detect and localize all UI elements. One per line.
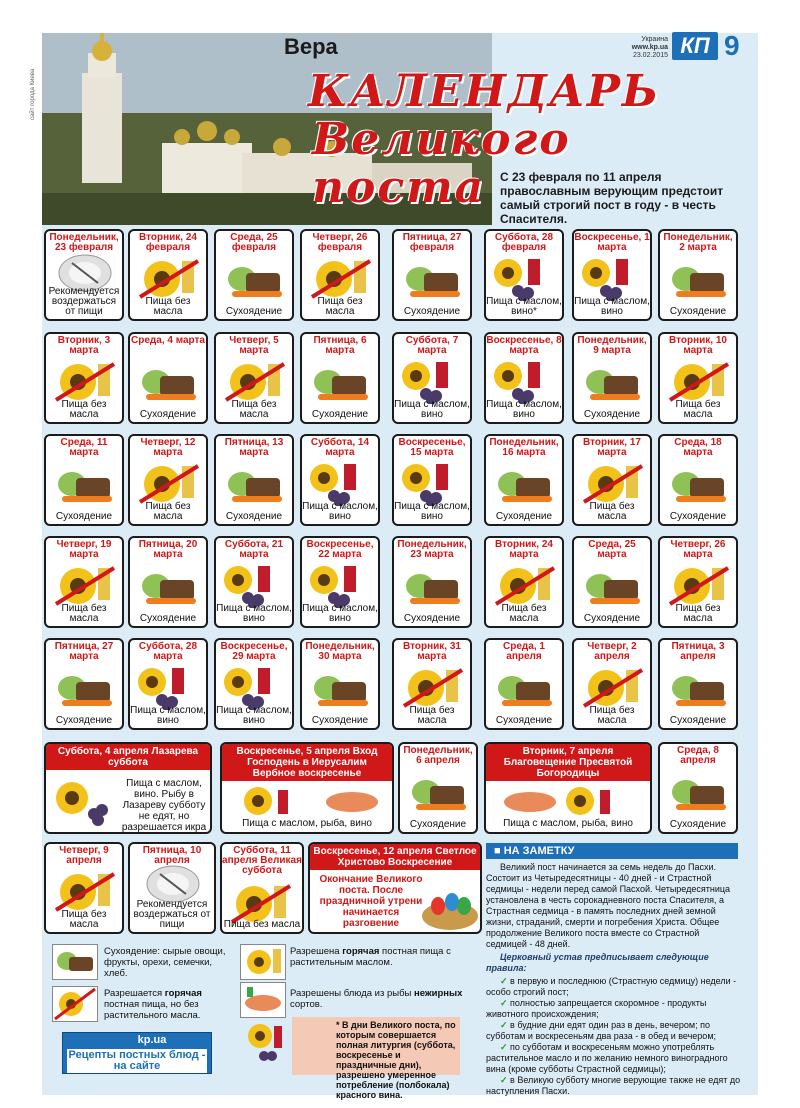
sunflower-wine-grapes-icon <box>492 360 558 404</box>
day-caption: Сухоядение <box>669 306 727 317</box>
day-caption: Сухоядение <box>139 613 197 624</box>
day-caption: Пища с маслом, вино <box>302 501 378 522</box>
note-paragraph: Великий пост начинается за семь недель до Пасхи. Состоит из Четыредесятницы - 40 дней - и Страстной седмицы - недели перед самой Пасхой. Четыредесятница установлена в честь сорокадневного поста Спасителя, а Страстная седмица - в память последних дней земной жизни, страданий, смерти и погребения Христа. Общее продолжение Великого поста вместе со Страстной седмицей - 48 дней. <box>486 862 731 949</box>
day-6-april-date: Понедельник, 6 апреля <box>403 745 473 766</box>
day-date: Пятница, 27 марта <box>54 641 114 662</box>
day-4-april <box>44 742 212 834</box>
sunflower-wine-grapes-icon <box>308 564 374 608</box>
crossed-oil-icon <box>666 360 732 404</box>
day-caption: Пища без масла <box>675 603 721 624</box>
day-10-april-date: Пятница, 10 апреля <box>142 845 202 866</box>
day-date: Понедельник, 23 марта <box>397 539 467 560</box>
day-caption: Сухоядение <box>225 306 283 317</box>
day-caption: Пища с маслом, вино <box>216 705 292 726</box>
day-cell <box>392 638 472 730</box>
day-caption: Пища с маслом, вино <box>394 399 470 420</box>
day-caption: Сухоядение <box>139 409 197 420</box>
day-7-april-caption: Пища с маслом, рыба, вино <box>503 818 633 829</box>
bread-cabbage-icon <box>308 666 374 710</box>
note-body <box>486 862 742 1097</box>
day-date: Суббота, 28 февраля <box>494 232 554 253</box>
day-cell <box>572 434 652 526</box>
day-cell <box>214 229 294 321</box>
day-caption: Пища с маслом, вино <box>394 501 470 522</box>
kp-link-text[interactable]: Рецепты постных блюд - на сайте <box>68 1049 206 1072</box>
crossed-oil-icon <box>666 564 732 608</box>
issue-date: 23.02.2015 <box>632 52 668 59</box>
day-12-april-text: Окончание Великого поста. После праздничной утрени начинается разговение <box>319 874 423 929</box>
day-cell <box>392 332 472 424</box>
crossed-oil-icon <box>492 564 558 608</box>
day-caption: Сухоядение <box>311 715 369 726</box>
day-cell <box>658 332 738 424</box>
day-cell <box>300 638 380 730</box>
day-caption: Пища с маслом, вино <box>486 399 562 420</box>
day-caption: Пища без масла <box>317 296 363 317</box>
day-cell <box>484 536 564 628</box>
crossed-oil-icon <box>222 360 288 404</box>
day-8-april-caption: Сухоядение <box>669 819 727 830</box>
bread-cabbage-icon <box>492 666 558 710</box>
day-date: Пятница, 13 марта <box>224 437 284 458</box>
day-date: Вторник, 17 марта <box>583 437 641 458</box>
day-cell <box>300 229 380 321</box>
day-caption: Пища без масла <box>501 603 547 624</box>
bread-cabbage-icon <box>400 257 466 301</box>
day-caption: Пища без масла <box>231 399 277 420</box>
legend-hot-oil-icon <box>240 944 286 980</box>
day-cell <box>572 536 652 628</box>
day-date: Среда, 18 марта <box>674 437 722 458</box>
day-date: Среда, 25 февраля <box>230 232 278 253</box>
day-caption: Сухоядение <box>225 511 283 522</box>
day-date: Вторник, 24 февраля <box>139 232 197 253</box>
note-rule-5: ✓ в Великую субботу многие верующие также не едят до наступления Пасхи. <box>486 1075 741 1096</box>
legend-dry-text: Сухоядение: сырые овощи, фрукты, орехи, семечки, хлеб. <box>104 946 226 979</box>
day-date: Среда, 4 марта <box>131 335 205 346</box>
day-9-april-date: Четверг, 9 апреля <box>59 845 109 866</box>
bread-cabbage-icon <box>222 462 288 506</box>
day-date: Суббота, 14 марта <box>310 437 370 458</box>
page-number: 9 <box>724 30 740 61</box>
day-date: Суббота, 7 марта <box>405 335 459 356</box>
day-date: Пятница, 3 апреля <box>671 641 725 662</box>
day-caption: Сухоядение <box>495 511 553 522</box>
intro-text: С 23 февраля по 11 апреля православным верующим предстоит самый строгий пост в году - в честь Спасителя. <box>500 170 724 226</box>
day-date: Среда, 1 апреля <box>503 641 545 662</box>
day-cell <box>572 229 652 321</box>
day-date: Пятница, 6 марта <box>313 335 367 356</box>
day-caption: Пища с маслом, вино* <box>486 296 562 317</box>
kp-logo: КП <box>672 32 718 60</box>
day-caption: Сухоядение <box>669 715 727 726</box>
day-date: Четверг, 2 апреля <box>587 641 637 662</box>
day-cell <box>658 536 738 628</box>
day-date: Воскресенье, 1 марта <box>574 232 650 253</box>
day-cell <box>128 536 208 628</box>
day-cell <box>44 434 124 526</box>
day-date: Понедельник, 2 марта <box>663 232 733 253</box>
sunflower-wine-grapes-icon <box>222 564 288 608</box>
legend-no-oil-text: Разрешается горячая постная пища, но без растительного масла. <box>104 988 202 1021</box>
day-caption: Пища с маслом, вино <box>302 603 378 624</box>
day-7-april <box>484 742 652 834</box>
crossed-oil-icon <box>580 462 646 506</box>
day-caption: Пища с маслом, вино <box>574 296 650 317</box>
section-title: Вера <box>284 34 338 59</box>
day-date: Понедельник, 23 февраля <box>49 232 119 253</box>
day-cell <box>572 638 652 730</box>
sunflower-wine-grapes-icon <box>308 462 374 506</box>
day-12-april-easter <box>308 842 482 934</box>
day-cell <box>300 332 380 424</box>
day-date: Вторник, 3 марта <box>57 335 111 356</box>
headline-line-2: Великого поста <box>312 114 571 213</box>
crossed-oil-icon <box>136 462 202 506</box>
sunflower-wine-grapes-icon <box>580 257 646 301</box>
day-caption: Пища без масла <box>61 603 107 624</box>
day-date: Суббота, 21 марта <box>224 539 284 560</box>
fish-sunflower-wine-icon <box>504 784 644 818</box>
day-date: Пятница, 20 марта <box>138 539 198 560</box>
day-cell <box>214 638 294 730</box>
day-4-april-text: Пища с маслом, вино. Рыбу в Лазареву субботу не едят, но разрешается икра <box>121 778 207 833</box>
wine-note: * В дни Великого поста, по которым совершается полная литургия (суббота, воскресенье и праздничные дни), разрешено умеренное потребление (полбокала) красного вина. <box>292 1017 460 1075</box>
crossed-oil-icon <box>52 360 118 404</box>
sunflower-wine-grapes-icon <box>400 462 466 506</box>
day-cell <box>44 229 124 321</box>
bread-cabbage-icon <box>136 564 202 608</box>
day-cell <box>214 536 294 628</box>
day-date: Понедельник, 16 марта <box>489 437 559 458</box>
legend-fish-icon <box>240 982 286 1018</box>
bread-cabbage-icon <box>136 360 202 404</box>
day-5-april-caption: Пища с маслом, рыба, вино <box>242 818 372 829</box>
day-caption: Пища без масла <box>589 501 635 522</box>
day-cell <box>214 332 294 424</box>
day-9-april-caption: Пища без масла <box>61 909 107 930</box>
bread-cabbage-icon <box>400 564 466 608</box>
day-8-april <box>658 742 738 834</box>
legend-wine-icon <box>244 1020 288 1064</box>
day-9-april <box>44 842 124 934</box>
day-caption: Сухоядение <box>583 613 641 624</box>
day-date: Вторник, 31 марта <box>403 641 461 662</box>
note-rule-4: ✓ по субботам и воскресеньям можно употреблять растительное масло и по желанию немного виноградного вина (кроме субботы Страстной седмицы); <box>486 1042 728 1074</box>
day-cell <box>658 434 738 526</box>
crossed-oil-icon <box>308 257 374 301</box>
day-date: Вторник, 10 марта <box>669 335 727 356</box>
bread-cabbage-icon <box>666 257 732 301</box>
day-caption: Пища без масла <box>675 399 721 420</box>
note-rule-1: ✓ в первую и последнюю (Страстную седмицу) недели - особо строгий пост; <box>486 976 737 997</box>
day-caption: Пища без масла <box>145 501 191 522</box>
day-caption: Пища без масла <box>409 705 455 726</box>
day-date: Воскресенье, 8 марта <box>486 335 562 356</box>
day-cell <box>484 638 564 730</box>
day-cell <box>392 434 472 526</box>
sunflower-grapes-icon <box>52 776 112 826</box>
bread-cabbage-icon <box>406 770 472 814</box>
day-cell <box>392 536 472 628</box>
day-cell <box>44 638 124 730</box>
legend-fish-text: Разрешены блюда из рыбы нежирных сортов. <box>290 988 463 1010</box>
day-date: Понедельник, 30 марта <box>305 641 375 662</box>
day-caption: Сухоядение <box>403 613 461 624</box>
sunflower-wine-grapes-icon <box>136 666 202 710</box>
day-date: Четверг, 26 марта <box>670 539 726 560</box>
bread-cabbage-icon <box>666 666 732 710</box>
day-date: Среда, 25 марта <box>588 539 636 560</box>
crossed-oil-icon <box>136 257 202 301</box>
issue-country: Украина <box>641 36 668 43</box>
day-7-april-date: Вторник, 7 апреля Благовещение Пресвятой Богородицы <box>486 744 650 781</box>
bread-cabbage-icon <box>666 462 732 506</box>
crossed-oil-icon <box>52 870 118 914</box>
sunflower-wine-grapes-icon <box>400 360 466 404</box>
day-caption: Сухоядение <box>403 306 461 317</box>
day-cell <box>658 638 738 730</box>
kp-link-site: kp.ua <box>137 1034 167 1046</box>
day-cell <box>572 332 652 424</box>
day-4-april-date: Суббота, 4 апреля Лазарева суббота <box>46 744 210 770</box>
day-cell <box>128 638 208 730</box>
day-date: Четверг, 5 марта <box>229 335 279 356</box>
day-8-april-date: Среда, 8 апреля <box>677 745 719 766</box>
day-6-april-caption: Сухоядение <box>409 819 467 830</box>
note-heading: ■ НА ЗАМЕТКУ <box>486 843 738 859</box>
day-caption: Сухоядение <box>495 715 553 726</box>
headline-line-1: КАЛЕНДАРЬ <box>308 66 661 117</box>
day-5-april <box>220 742 394 834</box>
day-caption: Сухоядение <box>55 715 113 726</box>
issue-site: www.kp.ua <box>631 44 668 51</box>
crossed-oil-icon <box>580 666 646 710</box>
bread-cabbage-icon <box>666 770 732 814</box>
day-11-april-date: Суббота, 11 апреля Великая суббота <box>222 845 302 876</box>
day-10-april <box>128 842 216 934</box>
day-date: Воскресенье, 22 марта <box>306 539 374 560</box>
sunflower-wine-grapes-icon <box>492 257 558 301</box>
bread-cabbage-icon <box>222 257 288 301</box>
day-date: Воскресенье, 15 марта <box>398 437 466 458</box>
easter-basket-icon <box>420 880 480 932</box>
day-cell <box>300 536 380 628</box>
note-rule-3: ✓ в будние дни едят один раз в день, вечером; по субботам и воскресеньям два раза - в обед и вечером; <box>486 1020 717 1041</box>
day-11-april <box>220 842 304 934</box>
day-caption: Сухоядение <box>311 409 369 420</box>
day-cell <box>44 332 124 424</box>
day-date: Воскресенье, 29 марта <box>220 641 288 662</box>
day-cell <box>44 536 124 628</box>
day-date: Четверг, 12 марта <box>140 437 196 458</box>
day-cell <box>484 332 564 424</box>
day-caption: Пища с маслом, вино <box>130 705 206 726</box>
day-cell <box>392 229 472 321</box>
day-cell <box>128 332 208 424</box>
day-caption: Сухоядение <box>55 511 113 522</box>
bread-cabbage-icon <box>52 462 118 506</box>
kp-recipes-link[interactable] <box>62 1032 212 1074</box>
legend-no-oil-icon <box>52 986 98 1022</box>
bread-cabbage-icon <box>580 360 646 404</box>
day-cell <box>658 229 738 321</box>
note-rule-2: ✓ полностью запрещается скоромное - продукты животного происхождения; <box>486 998 707 1019</box>
photo-credit: сайт города Киева <box>30 68 36 120</box>
crossed-oil-icon <box>52 564 118 608</box>
day-date: Пятница, 27 февраля <box>402 232 462 253</box>
day-caption: Пища с маслом, вино <box>216 603 292 624</box>
day-caption: Сухоядение <box>583 409 641 420</box>
sunflower-wine-fish-icon <box>242 784 382 818</box>
day-caption: Пища без масла <box>145 296 191 317</box>
day-12-april-date: Воскресенье, 12 апреля Светлое Христово Воскресение <box>310 844 480 870</box>
bread-cabbage-icon <box>308 360 374 404</box>
day-date: Суббота, 28 марта <box>138 641 198 662</box>
day-caption: Рекомендуется воздержаться от пищи <box>48 286 120 317</box>
day-11-april-caption: Пища без масла <box>223 919 301 930</box>
day-5-april-date: Воскресенье, 5 апреля Вход Господень в Иерусалим Вербное воскресенье <box>222 744 392 781</box>
day-date: Понедельник, 9 марта <box>577 335 647 356</box>
day-6-april <box>398 742 478 834</box>
bread-cabbage-icon <box>580 564 646 608</box>
day-date: Четверг, 19 марта <box>56 539 112 560</box>
day-caption: Пища без масла <box>61 399 107 420</box>
issue-info <box>616 36 668 60</box>
day-date: Вторник, 24 марта <box>495 539 553 560</box>
sunflower-wine-grapes-icon <box>222 666 288 710</box>
day-date: Среда, 11 марта <box>60 437 108 458</box>
day-caption: Сухоядение <box>669 511 727 522</box>
day-cell <box>484 434 564 526</box>
legend-hot-oil-text: Разрешена горячая постная пища с растительным маслом. <box>290 946 451 968</box>
day-cell <box>300 434 380 526</box>
crossed-oil-icon <box>400 666 466 710</box>
day-cell <box>128 229 208 321</box>
legend-dry-icon <box>52 944 98 980</box>
day-cell <box>484 229 564 321</box>
day-date: Четверг, 26 февраля <box>312 232 368 253</box>
bread-cabbage-icon <box>492 462 558 506</box>
day-cell <box>214 434 294 526</box>
day-10-april-caption: Рекомендуется воздержаться от пищи <box>133 899 211 930</box>
note-rules-heading: Церковный устав предписывает следующие правила: <box>486 952 709 973</box>
bread-cabbage-icon <box>52 666 118 710</box>
day-caption: Пища без масла <box>589 705 635 726</box>
day-cell <box>128 434 208 526</box>
